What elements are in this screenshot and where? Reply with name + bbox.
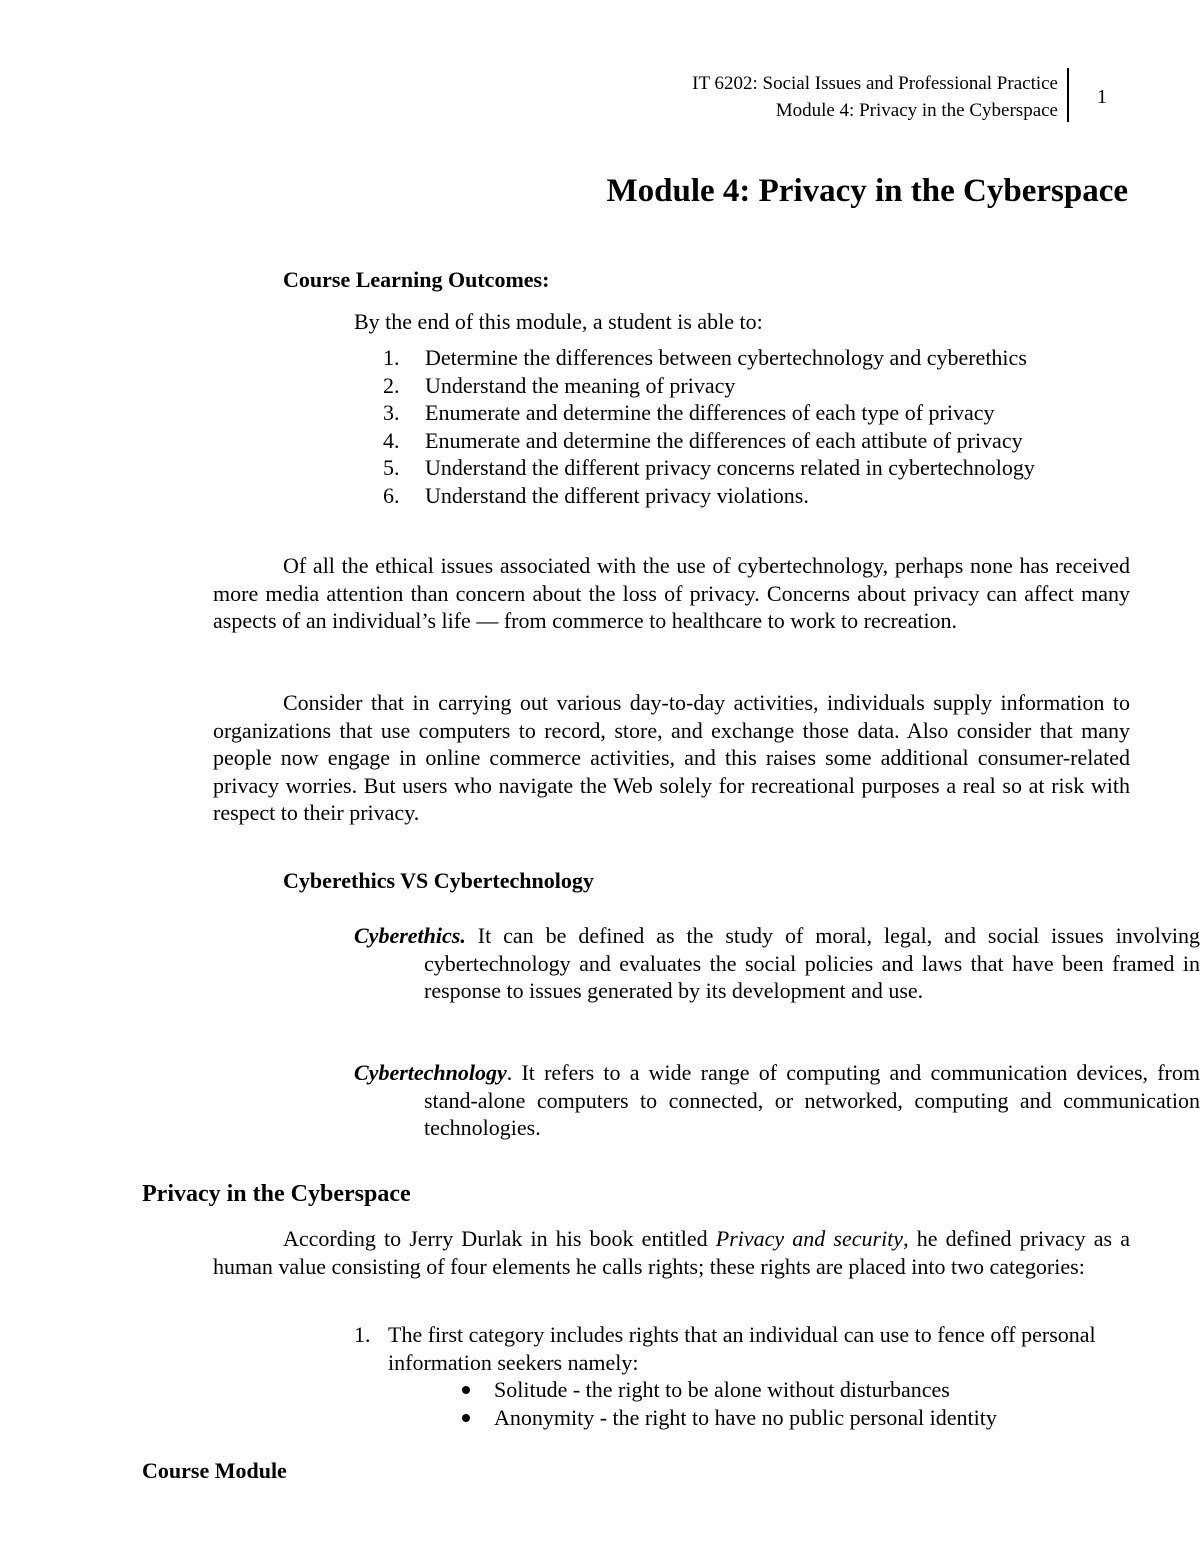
- cyberethics-term: Cyberethics.: [354, 923, 466, 948]
- header-module: Module 4: Privacy in the Cyberspace: [775, 100, 1058, 121]
- paragraph-durlak: According to Jerry Durlak in his book entitled Privacy and security, he defined privacy as a human value consisting of four elements he calls rights; these rights are placed into two categories:: [213, 1226, 1130, 1279]
- header-divider: [1067, 68, 1069, 122]
- list-item: 6. Understand the different privacy violations.: [383, 482, 809, 508]
- header-course: IT 6202: Social Issues and Professional Practice: [692, 73, 1058, 94]
- list-item: 3. Enumerate and determine the differences of each type of privacy: [383, 400, 995, 425]
- page-number: 1: [1097, 86, 1107, 108]
- bullet-icon: [462, 1414, 470, 1422]
- comparison-heading: Cyberethics VS Cybertechnology: [283, 868, 594, 893]
- cyberethics-definition: Cyberethics. It can be defined as the study of moral, legal, and social issues involving cybertechnology and evaluates the social policies and laws that have been framed in response to issues generated by its development and use.: [354, 923, 1200, 1003]
- list-item: 5. Understand the different privacy concerns related in cybertechnology: [383, 455, 1035, 480]
- paragraph-daily-activities: Consider that in carrying out various day-to-day activities, individuals supply information to organizations that use computers to record, store, and exchange those data. Also consider that many people now engage in online commerce activities, and this raises some additional consumer-related privacy worries. But users who navigate the Web solely for recreational purposes a real so at risk with respect to their privacy.: [213, 690, 1130, 825]
- list-item: 4. Enumerate and determine the differences of each attibute of privacy: [383, 427, 1023, 453]
- running-header: [692, 70, 1058, 124]
- category-item: 1. The first category includes rights that an individual can use to fence off personal information seekers namely:: [354, 1322, 1096, 1375]
- outcomes-heading: Course Learning Outcomes:: [283, 267, 550, 292]
- cybertechnology-definition: Cybertechnology. It refers to a wide range of computing and communication devices, from stand-alone computers to connected, or networked, computing and communication technologies.: [354, 1060, 1200, 1140]
- outcomes-list: [385, 344, 1035, 509]
- outcomes-intro: By the end of this module, a student is able to:: [354, 309, 763, 334]
- page-title: Module 4: Privacy in the Cyberspace: [606, 173, 1128, 209]
- paragraph-privacy-intro: Of all the ethical issues associated with the use of cybertechnology, perhaps none has received more media attention than concern about the loss of privacy. Concerns about privacy can affect many aspects of an individual’s life — from commerce to healthcare to work to recreation.: [213, 553, 1130, 633]
- bullet-item-solitude: Solitude - the right to be alone without disturbances: [494, 1376, 950, 1404]
- list-item: 1. Determine the differences between cybertechnology and cyberethics: [383, 345, 1027, 370]
- bullet-item-anonymity: Anonymity - the right to have no public personal identity: [494, 1404, 997, 1432]
- book-title: Privacy and security: [715, 1226, 904, 1251]
- section-heading-privacy: Privacy in the Cyberspace: [142, 1181, 411, 1207]
- page-footer: Course Module: [142, 1458, 287, 1483]
- cybertechnology-term: Cybertechnology: [354, 1060, 507, 1085]
- bullet-icon: [462, 1386, 470, 1394]
- list-item: 2. Understand the meaning of privacy: [383, 372, 736, 398]
